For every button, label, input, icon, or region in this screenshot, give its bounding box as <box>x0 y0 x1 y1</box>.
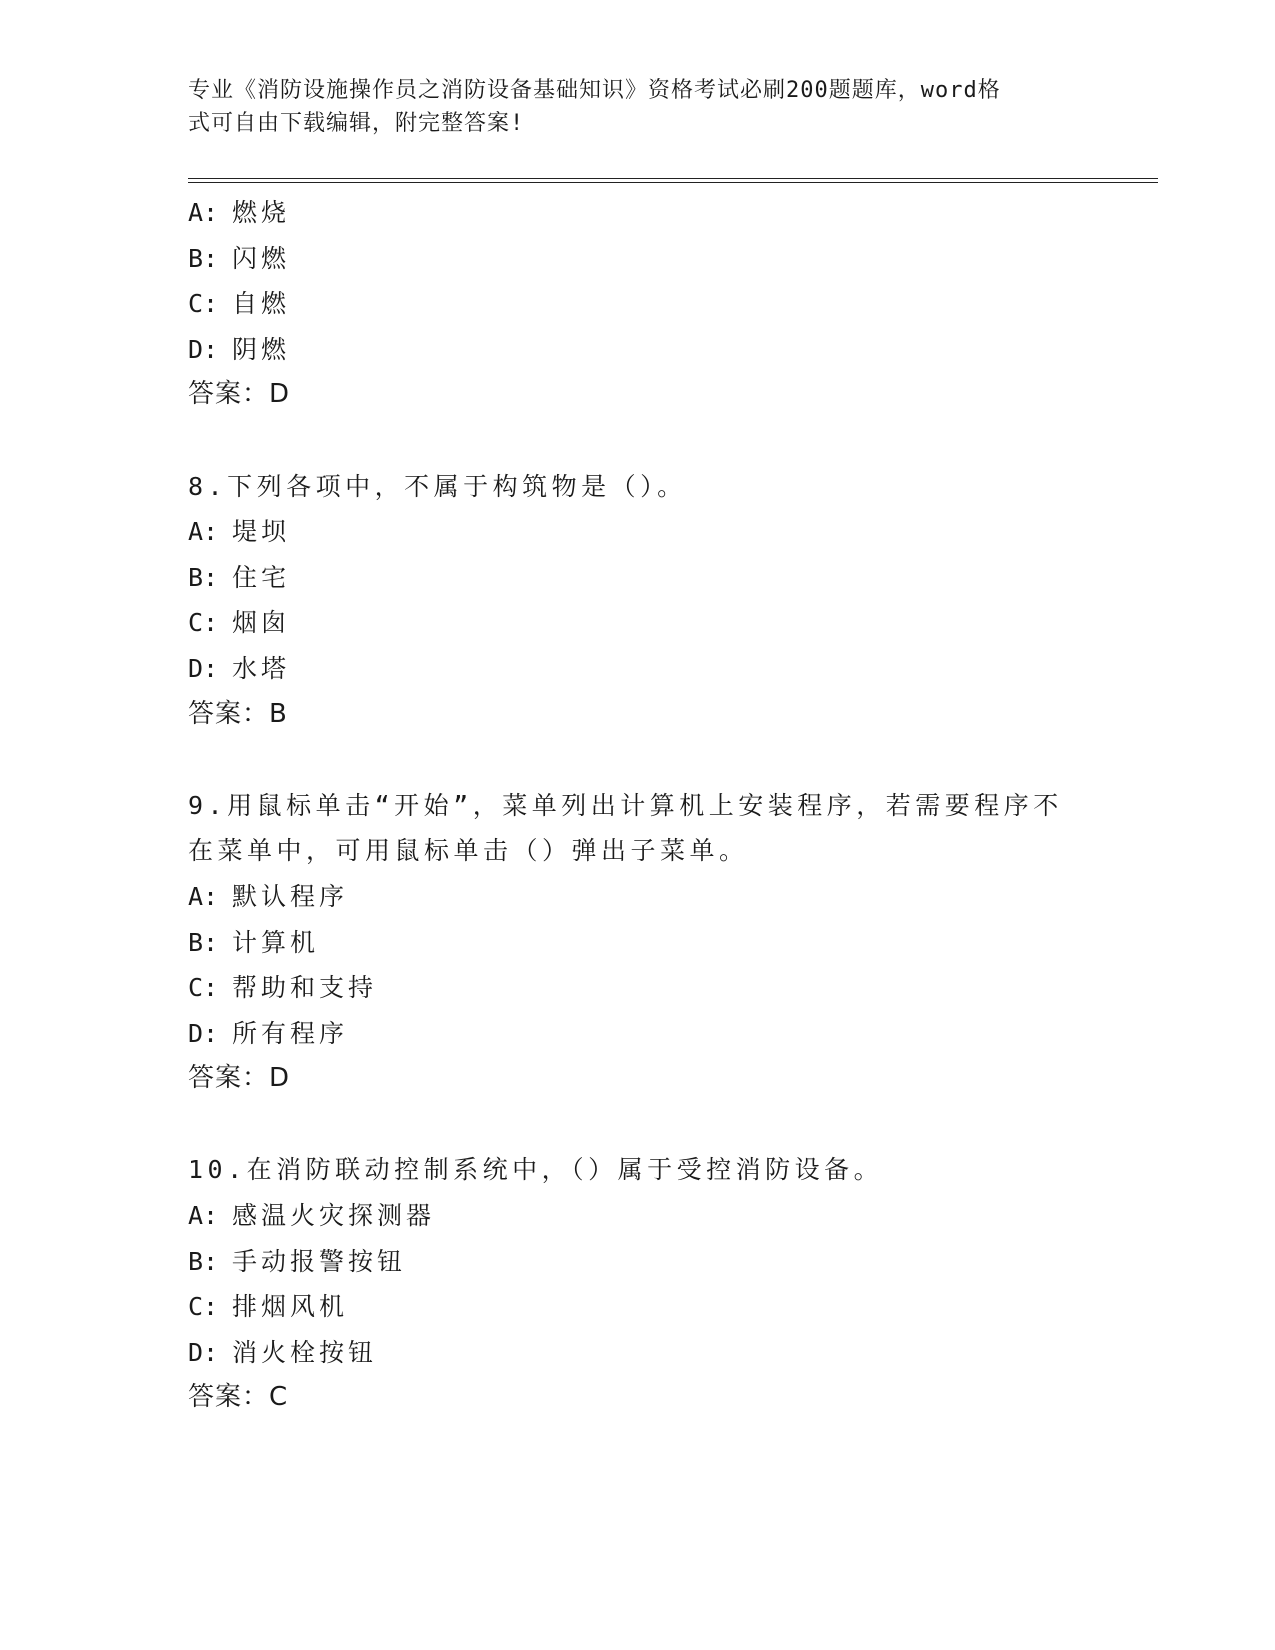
header-line-2: 式可自由下载编辑，附完整答案! <box>188 111 525 136</box>
option-text: 住宅 <box>232 562 291 592</box>
option-text: 烟囱 <box>232 608 291 638</box>
question-text: 在菜单中，可用鼠标单击（）弹出子菜单。 <box>188 836 749 866</box>
option-text: 计算机 <box>232 927 320 957</box>
option-key: A: <box>188 1201 219 1231</box>
option-text: 所有程序 <box>232 1018 349 1048</box>
answer-line: 答案：D <box>188 379 291 410</box>
document-header <box>188 74 1068 140</box>
option-text: 帮助和支持 <box>232 973 378 1003</box>
option-d <box>188 1011 1088 1057</box>
option-d <box>188 1330 1088 1376</box>
question-block <box>188 464 1088 738</box>
option-key: B: <box>188 1246 219 1276</box>
option-d <box>188 646 1088 692</box>
option-b <box>188 555 1088 601</box>
question-list <box>188 190 1088 1421</box>
option-c <box>188 600 1088 646</box>
option-a <box>188 874 1088 920</box>
option-text: 阴燃 <box>232 334 291 364</box>
option-c <box>188 281 1088 327</box>
answer-line: 答案：D <box>188 1063 291 1094</box>
spacer <box>188 418 1088 464</box>
option-a <box>188 1193 1088 1239</box>
option-d <box>188 327 1088 373</box>
option-b <box>188 920 1088 966</box>
option-key: A: <box>188 517 219 547</box>
header-line-1: 专业《消防设施操作员之消防设备基础知识》资格考试必刷200题题库，word格 <box>188 78 1001 103</box>
option-b <box>188 236 1088 282</box>
option-key: B: <box>188 243 219 273</box>
option-text: 燃烧 <box>232 198 291 227</box>
option-a <box>188 509 1088 555</box>
option-text: 堤坝 <box>232 517 291 547</box>
option-b <box>188 1239 1088 1285</box>
question-block <box>188 1147 1088 1421</box>
option-key: D: <box>188 653 219 683</box>
option-c <box>188 1284 1088 1330</box>
question-text: 9.用鼠标单击“开始”，菜单列出计算机上安装程序，若需要程序不 <box>188 790 1063 820</box>
answer-line: 答案：C <box>188 1382 289 1413</box>
option-key: C: <box>188 289 219 319</box>
option-text: 水塔 <box>232 653 291 683</box>
option-text: 消火栓按钮 <box>232 1337 378 1367</box>
question-text: 10.在消防联动控制系统中，（）属于受控消防设备。 <box>188 1155 884 1185</box>
spacer <box>188 1102 1088 1148</box>
option-text: 自燃 <box>232 289 291 319</box>
option-c <box>188 965 1088 1011</box>
option-key: D: <box>188 1018 219 1048</box>
option-key: D: <box>188 334 219 364</box>
option-key: B: <box>188 562 219 592</box>
question-block <box>188 190 1088 418</box>
option-key: D: <box>188 1337 219 1367</box>
option-text: 排烟风机 <box>232 1292 349 1322</box>
option-key: A: <box>188 198 219 227</box>
option-text: 手动报警按钮 <box>232 1246 407 1276</box>
spacer <box>188 737 1088 783</box>
option-text: 感温火灾探测器 <box>232 1201 436 1231</box>
option-key: B: <box>188 927 219 957</box>
option-key: C: <box>188 973 219 1003</box>
option-key: A: <box>188 881 219 911</box>
option-a <box>188 190 1088 236</box>
header-divider <box>188 178 1158 183</box>
answer-line: 答案：B <box>188 698 288 729</box>
question-block <box>188 783 1088 1102</box>
question-text: 8.下列各项中，不属于构筑物是（）。 <box>188 471 687 501</box>
option-text: 闪燃 <box>232 243 291 273</box>
option-text: 默认程序 <box>232 881 349 911</box>
option-key: C: <box>188 1292 219 1322</box>
option-key: C: <box>188 608 219 638</box>
